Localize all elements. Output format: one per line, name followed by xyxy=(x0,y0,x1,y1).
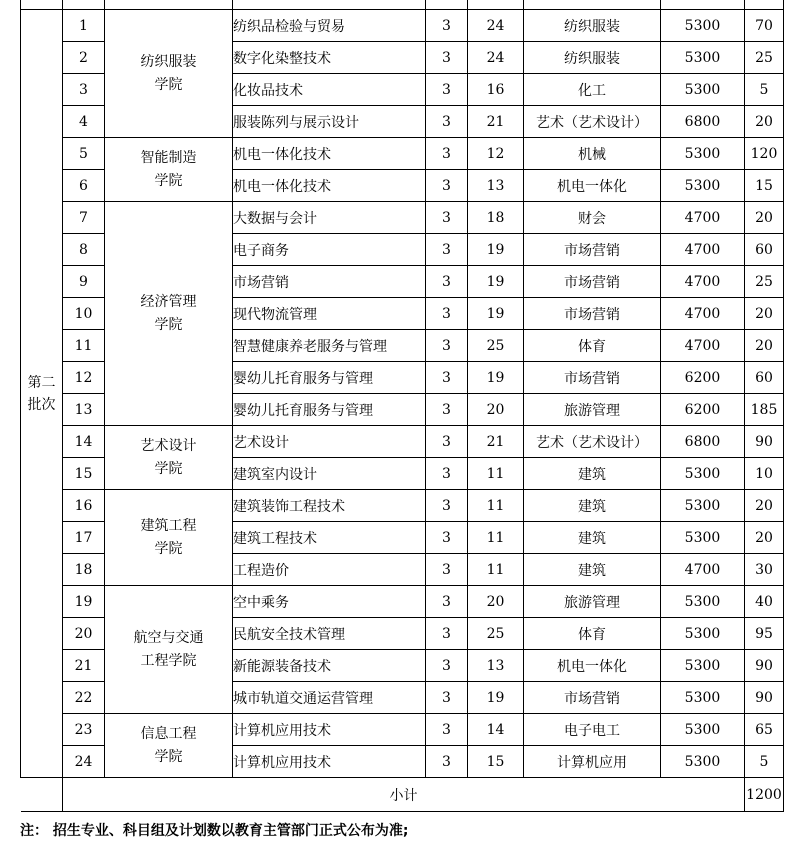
college-cell: 艺术设计 学院 xyxy=(105,426,233,490)
study-years: 3 xyxy=(426,586,468,618)
tuition-fee: 5300 xyxy=(661,170,745,202)
major-name: 服装陈列与展示设计 xyxy=(233,106,426,138)
subject-code: 20 xyxy=(468,394,524,426)
college-cell: 纺织服装 学院 xyxy=(105,10,233,138)
tuition-fee: 4700 xyxy=(661,234,745,266)
row-number: 11 xyxy=(63,330,105,362)
subject-category: 机电一体化 xyxy=(524,170,661,202)
subject-category: 体育 xyxy=(524,330,661,362)
plan-count: 60 xyxy=(745,362,784,394)
tuition-fee: 6800 xyxy=(661,106,745,138)
tuition-fee: 4700 xyxy=(661,298,745,330)
subject-category: 市场营销 xyxy=(524,682,661,714)
plan-count: 20 xyxy=(745,106,784,138)
plan-count: 20 xyxy=(745,330,784,362)
plan-count: 70 xyxy=(745,10,784,42)
tuition-fee: 6200 xyxy=(661,394,745,426)
row-number: 5 xyxy=(63,138,105,170)
row-number: 12 xyxy=(63,362,105,394)
subject-category: 旅游管理 xyxy=(524,394,661,426)
study-years: 3 xyxy=(426,10,468,42)
major-name: 计算机应用技术 xyxy=(233,746,426,778)
college-cell: 信息工程 学院 xyxy=(105,714,233,778)
subject-category: 建筑 xyxy=(524,490,661,522)
tuition-fee: 5300 xyxy=(661,458,745,490)
subject-code: 11 xyxy=(468,458,524,490)
major-name: 纺织品检验与贸易 xyxy=(233,10,426,42)
major-name: 婴幼儿托育服务与管理 xyxy=(233,362,426,394)
study-years: 3 xyxy=(426,106,468,138)
tuition-fee: 5300 xyxy=(661,586,745,618)
subject-code: 25 xyxy=(468,330,524,362)
major-name: 建筑工程技术 xyxy=(233,522,426,554)
table-row xyxy=(21,10,784,42)
major-name: 城市轨道交通运营管理 xyxy=(233,682,426,714)
major-name: 空中乘务 xyxy=(233,586,426,618)
table-row xyxy=(21,138,784,170)
study-years: 3 xyxy=(426,74,468,106)
study-years: 3 xyxy=(426,682,468,714)
tuition-fee: 6200 xyxy=(661,362,745,394)
tuition-fee: 5300 xyxy=(661,138,745,170)
tuition-fee: 5300 xyxy=(661,42,745,74)
tuition-fee: 4700 xyxy=(661,330,745,362)
plan-count: 5 xyxy=(745,746,784,778)
study-years: 3 xyxy=(426,618,468,650)
study-years: 3 xyxy=(426,490,468,522)
subject-code: 12 xyxy=(468,138,524,170)
major-name: 民航安全技术管理 xyxy=(233,618,426,650)
tuition-fee: 4700 xyxy=(661,202,745,234)
study-years: 3 xyxy=(426,362,468,394)
plan-count: 95 xyxy=(745,618,784,650)
plan-count: 65 xyxy=(745,714,784,746)
subject-category: 市场营销 xyxy=(524,266,661,298)
row-number: 2 xyxy=(63,42,105,74)
subject-code: 24 xyxy=(468,10,524,42)
tuition-fee: 4700 xyxy=(661,266,745,298)
subject-category: 机械 xyxy=(524,138,661,170)
row-number: 24 xyxy=(63,746,105,778)
study-years: 3 xyxy=(426,170,468,202)
tuition-fee: 6800 xyxy=(661,426,745,458)
plan-count: 25 xyxy=(745,266,784,298)
subject-code: 21 xyxy=(468,106,524,138)
subject-category: 体育 xyxy=(524,618,661,650)
batch-cell: 第二 批次 xyxy=(21,10,63,778)
study-years: 3 xyxy=(426,394,468,426)
row-number: 8 xyxy=(63,234,105,266)
tuition-fee: 5300 xyxy=(661,714,745,746)
subject-code: 25 xyxy=(468,618,524,650)
subject-category: 市场营销 xyxy=(524,298,661,330)
subject-category: 市场营销 xyxy=(524,234,661,266)
major-name: 建筑装饰工程技术 xyxy=(233,490,426,522)
major-name: 市场营销 xyxy=(233,266,426,298)
row-number: 19 xyxy=(63,586,105,618)
major-name: 计算机应用技术 xyxy=(233,714,426,746)
study-years: 3 xyxy=(426,330,468,362)
subject-category: 化工 xyxy=(524,74,661,106)
plan-count: 30 xyxy=(745,554,784,586)
plan-count: 15 xyxy=(745,170,784,202)
subject-code: 19 xyxy=(468,362,524,394)
tuition-fee: 5300 xyxy=(661,650,745,682)
major-name: 建筑室内设计 xyxy=(233,458,426,490)
row-number: 4 xyxy=(63,106,105,138)
table-top-row xyxy=(21,0,784,10)
study-years: 3 xyxy=(426,202,468,234)
college-cell: 经济管理 学院 xyxy=(105,202,233,426)
subject-category: 建筑 xyxy=(524,522,661,554)
plan-count: 10 xyxy=(745,458,784,490)
major-name: 机电一体化技术 xyxy=(233,170,426,202)
subject-code: 11 xyxy=(468,554,524,586)
study-years: 3 xyxy=(426,426,468,458)
row-number: 15 xyxy=(63,458,105,490)
tuition-fee: 5300 xyxy=(661,522,745,554)
row-number: 18 xyxy=(63,554,105,586)
study-years: 3 xyxy=(426,522,468,554)
major-name: 艺术设计 xyxy=(233,426,426,458)
row-number: 16 xyxy=(63,490,105,522)
plan-count: 20 xyxy=(745,202,784,234)
subject-code: 19 xyxy=(468,298,524,330)
row-number: 6 xyxy=(63,170,105,202)
plan-count: 20 xyxy=(745,490,784,522)
subject-category: 建筑 xyxy=(524,554,661,586)
footnote: 注： 招生专业、科目组及计划数以教育主管部门正式公布为准; xyxy=(20,823,409,839)
table-row xyxy=(21,426,784,458)
tuition-fee: 5300 xyxy=(661,682,745,714)
row-number: 7 xyxy=(63,202,105,234)
table-body xyxy=(21,10,784,778)
study-years: 3 xyxy=(426,650,468,682)
row-number: 22 xyxy=(63,682,105,714)
study-years: 3 xyxy=(426,138,468,170)
subject-code: 19 xyxy=(468,234,524,266)
subject-code: 21 xyxy=(468,426,524,458)
plan-count: 185 xyxy=(745,394,784,426)
subject-category: 市场营销 xyxy=(524,362,661,394)
row-number: 1 xyxy=(63,10,105,42)
study-years: 3 xyxy=(426,746,468,778)
table-row xyxy=(21,714,784,746)
plan-count: 20 xyxy=(745,522,784,554)
subject-code: 11 xyxy=(468,490,524,522)
study-years: 3 xyxy=(426,458,468,490)
study-years: 3 xyxy=(426,266,468,298)
table-row xyxy=(21,586,784,618)
subject-category: 电子电工 xyxy=(524,714,661,746)
row-number: 17 xyxy=(63,522,105,554)
row-number: 3 xyxy=(63,74,105,106)
table-row xyxy=(21,202,784,234)
plan-count: 25 xyxy=(745,42,784,74)
college-cell: 航空与交通 工程学院 xyxy=(105,586,233,714)
subject-category: 纺织服装 xyxy=(524,10,661,42)
subtotal-label: 小计 xyxy=(63,778,745,812)
subject-category: 财会 xyxy=(524,202,661,234)
major-name: 婴幼儿托育服务与管理 xyxy=(233,394,426,426)
row-number: 23 xyxy=(63,714,105,746)
subject-code: 11 xyxy=(468,522,524,554)
plan-count: 40 xyxy=(745,586,784,618)
major-name: 智慧健康养老服务与管理 xyxy=(233,330,426,362)
study-years: 3 xyxy=(426,554,468,586)
row-number: 13 xyxy=(63,394,105,426)
major-name: 机电一体化技术 xyxy=(233,138,426,170)
major-name: 新能源装备技术 xyxy=(233,650,426,682)
tuition-fee: 5300 xyxy=(661,618,745,650)
subject-category: 旅游管理 xyxy=(524,586,661,618)
plan-count: 90 xyxy=(745,650,784,682)
plan-count: 5 xyxy=(745,74,784,106)
college-cell: 建筑工程 学院 xyxy=(105,490,233,586)
plan-count: 90 xyxy=(745,682,784,714)
study-years: 3 xyxy=(426,714,468,746)
row-number: 10 xyxy=(63,298,105,330)
tuition-fee: 5300 xyxy=(661,74,745,106)
subject-code: 14 xyxy=(468,714,524,746)
tuition-fee: 5300 xyxy=(661,490,745,522)
subject-code: 13 xyxy=(468,170,524,202)
plan-count: 120 xyxy=(745,138,784,170)
study-years: 3 xyxy=(426,42,468,74)
study-years: 3 xyxy=(426,298,468,330)
plan-count: 60 xyxy=(745,234,784,266)
subject-category: 艺术（艺术设计） xyxy=(524,106,661,138)
row-number: 20 xyxy=(63,618,105,650)
subject-category: 纺织服装 xyxy=(524,42,661,74)
major-name: 化妆品技术 xyxy=(233,74,426,106)
major-name: 大数据与会计 xyxy=(233,202,426,234)
plan-count: 20 xyxy=(745,298,784,330)
subtotal-row xyxy=(21,778,784,812)
table-row xyxy=(21,490,784,522)
tuition-fee: 5300 xyxy=(661,746,745,778)
major-name: 数字化染整技术 xyxy=(233,42,426,74)
subject-category: 机电一体化 xyxy=(524,650,661,682)
subject-category: 计算机应用 xyxy=(524,746,661,778)
tuition-fee: 4700 xyxy=(661,554,745,586)
subject-code: 24 xyxy=(468,42,524,74)
subtotal-value: 1200 xyxy=(745,778,784,812)
subject-code: 20 xyxy=(468,586,524,618)
major-name: 工程造价 xyxy=(233,554,426,586)
subject-code: 19 xyxy=(468,682,524,714)
plan-count: 90 xyxy=(745,426,784,458)
subject-category: 建筑 xyxy=(524,458,661,490)
row-number: 9 xyxy=(63,266,105,298)
subject-category: 艺术（艺术设计） xyxy=(524,426,661,458)
college-cell: 智能制造 学院 xyxy=(105,138,233,202)
row-number: 21 xyxy=(63,650,105,682)
study-years: 3 xyxy=(426,234,468,266)
major-name: 现代物流管理 xyxy=(233,298,426,330)
subject-code: 16 xyxy=(468,74,524,106)
subject-code: 18 xyxy=(468,202,524,234)
tuition-fee: 5300 xyxy=(661,10,745,42)
major-name: 电子商务 xyxy=(233,234,426,266)
enrollment-plan-table xyxy=(20,0,784,812)
row-number: 14 xyxy=(63,426,105,458)
subject-code: 13 xyxy=(468,650,524,682)
subject-code: 19 xyxy=(468,266,524,298)
subject-code: 15 xyxy=(468,746,524,778)
